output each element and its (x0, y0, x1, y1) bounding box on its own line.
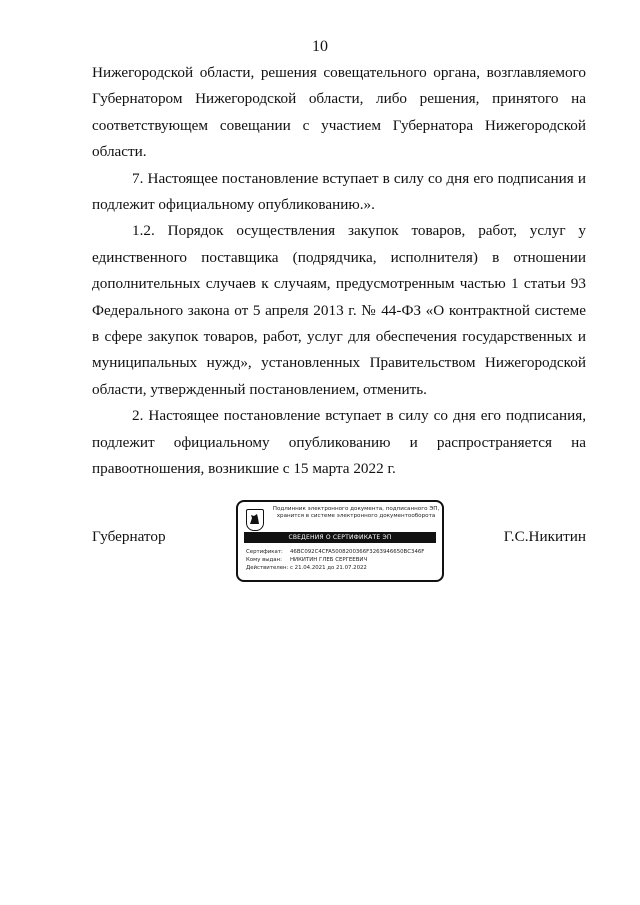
stamp-header-line1: Подлинник электронного документа, подписанного ЭП, (272, 506, 440, 512)
stamp-header (272, 506, 440, 520)
signature-title: Губернатор (92, 528, 166, 545)
paragraph-continuation: Нижегородской области, решения совещательного органа, возглавляемого Губернатором Нижегородской области, либо решения, принятого на соответствующем совещании с участием Губернатора Нижегородской области. (92, 64, 586, 161)
paragraph-7: 7. Настоящее постановление вступает в силу со дня его подписания и подлежит официальному опубликованию.». (92, 169, 586, 214)
document-body (92, 60, 586, 483)
signature-block (92, 500, 586, 586)
cert-value: 46ВС092С4СFA5008200366F3263946650ВС346F (290, 549, 425, 555)
stamp-header-line2: хранится в системе электронного документооборота (276, 513, 436, 519)
valid-label: Действителен: (246, 565, 289, 571)
stamp-info (246, 548, 424, 572)
page-number: 10 (312, 38, 328, 55)
signatory-name: Г.С.Никитин (503, 528, 586, 545)
valid-value: с 21.04.2021 до 21.07.2022 (290, 565, 367, 571)
stamp-title-bar: СВЕДЕНИЯ О СЕРТИФИКАТЕ ЭП (244, 532, 436, 543)
valid-row (246, 564, 424, 572)
cert-row (246, 548, 424, 556)
issued-row (246, 556, 424, 564)
paragraph-2: 2. Настоящее постановление вступает в силу со дня его подписания, подлежит официальному опубликованию и распространяется на правоотношения, возникшие с 15 марта 2022 г. (92, 407, 586, 478)
issued-value: НИКИТИН ГЛЕБ СЕРГЕЕВИЧ (290, 557, 368, 563)
paragraph-1-2: 1.2. Порядок осуществления закупок товаров, работ, услуг у единственного поставщика (подрядчика, исполнителя) в отношении дополнительных случаев к случаям, предусмотренным частью 1 статьи 93 Федерального закона от 5 апреля 2013 г. № 44-ФЗ «О контрактной системе в сфере закупок товаров, работ, услуг для обеспечения государственных и муниципальных нужд», установленных Правительством Нижегородской области, утвержденный постановлением, отменить. (92, 222, 586, 398)
electronic-signature-stamp (236, 500, 444, 582)
coat-of-arms-icon (246, 509, 264, 531)
cert-label: Сертификат: (246, 549, 283, 555)
issued-label: Кому выдан: (246, 557, 282, 563)
